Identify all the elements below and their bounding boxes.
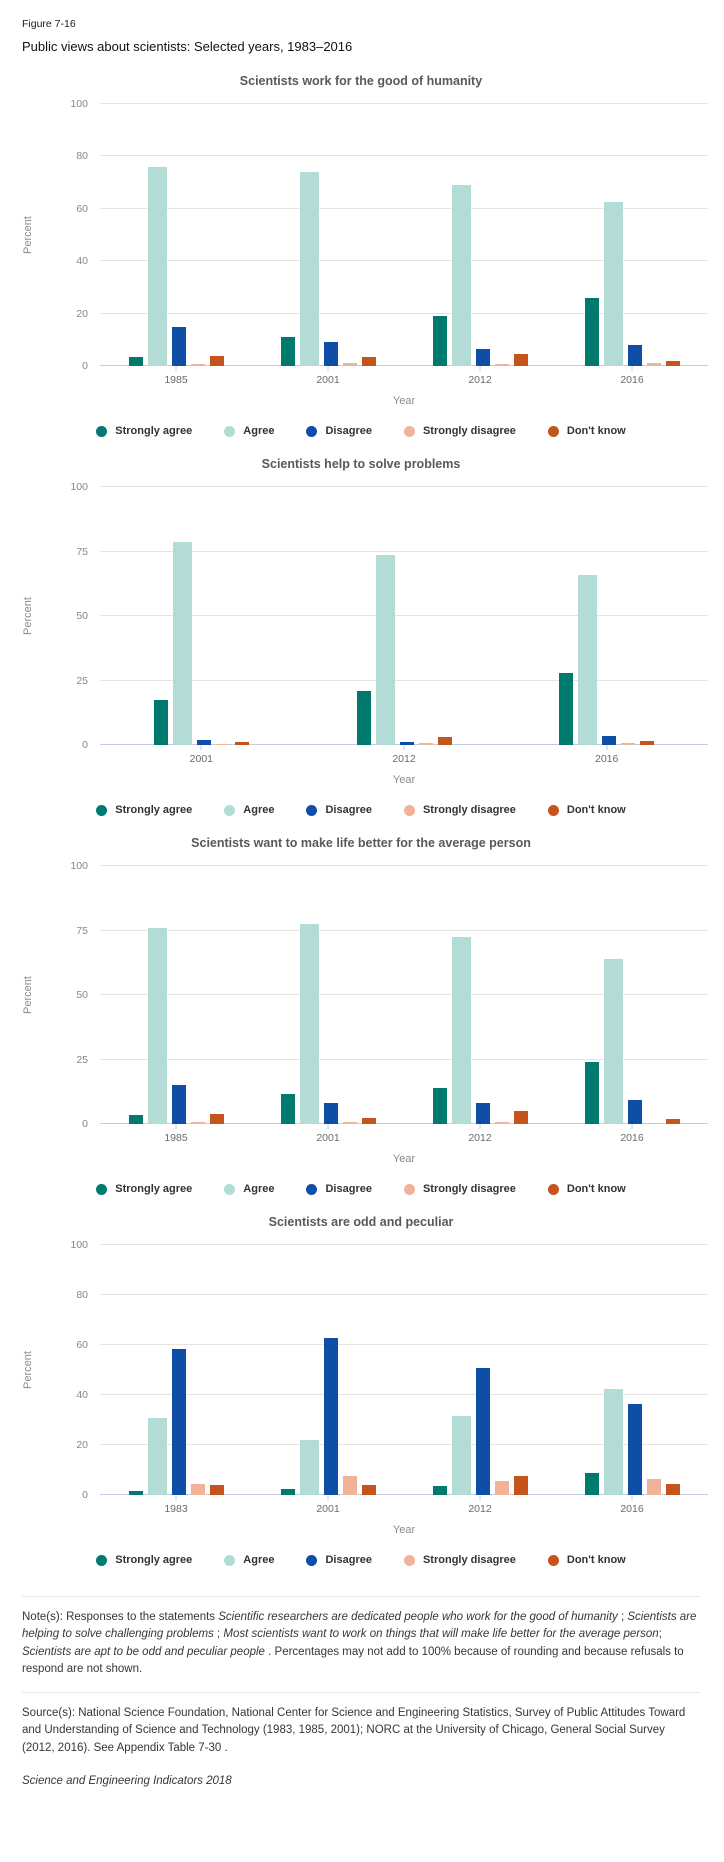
bar-strongly-agree-2016 bbox=[585, 1062, 599, 1124]
plot-row bbox=[22, 481, 700, 751]
note-plain: Note(s): Responses to the statements bbox=[22, 1611, 219, 1623]
bar-groups bbox=[100, 866, 708, 1124]
bar-group-2001 bbox=[252, 1245, 404, 1495]
bar-strongly-agree-2016 bbox=[559, 673, 573, 745]
plot-area bbox=[70, 1239, 708, 1501]
y-tick-label: 25 bbox=[76, 674, 88, 687]
note-plain: . Percentages may not add to 100% because of rounding and because refusals to respond are not shown. bbox=[22, 1645, 684, 1675]
bar-strongly-agree-2012 bbox=[357, 691, 371, 745]
x-tick-label: 2012 bbox=[468, 374, 492, 386]
legend-label: Agree bbox=[243, 804, 275, 816]
x-tick-label: 2001 bbox=[189, 753, 214, 765]
chart-life-better bbox=[22, 836, 700, 1195]
bar-strongly-agree-2001 bbox=[154, 700, 168, 745]
legend-item bbox=[224, 425, 274, 437]
bar-don-t-know-2012 bbox=[514, 1476, 528, 1495]
bar-disagree-2001 bbox=[197, 740, 211, 745]
x-tick-labels bbox=[100, 1503, 708, 1515]
y-axis-label: Percent bbox=[22, 976, 34, 1014]
legend-item bbox=[224, 1554, 274, 1566]
bar-disagree-2001 bbox=[324, 1103, 338, 1124]
x-tick-labels bbox=[100, 753, 708, 765]
bar-strongly-disagree-2001 bbox=[343, 1122, 357, 1124]
legend-item bbox=[404, 804, 516, 816]
bar-strongly-disagree-2012 bbox=[419, 743, 433, 745]
legend-swatch-icon bbox=[548, 426, 559, 437]
plot-area bbox=[70, 98, 708, 372]
legend-swatch-icon bbox=[404, 426, 415, 437]
legend-label: Don't know bbox=[566, 1183, 626, 1195]
bar-strongly-disagree-2001 bbox=[343, 363, 357, 366]
legend-label: Disagree bbox=[325, 1554, 372, 1566]
y-axis-label: Percent bbox=[22, 597, 34, 635]
legend-swatch-icon bbox=[224, 1184, 235, 1195]
bar-strongly-disagree-2001 bbox=[216, 744, 230, 746]
figure-number: Figure 7-16 bbox=[22, 18, 76, 30]
bar-disagree-2001 bbox=[324, 1338, 338, 1496]
y-tick-label: 20 bbox=[76, 307, 88, 320]
bar-disagree-1985 bbox=[172, 327, 186, 366]
bar-strongly-disagree-2016 bbox=[647, 1123, 661, 1125]
plot-row bbox=[22, 98, 700, 372]
legend-swatch-icon bbox=[224, 426, 235, 437]
bar-group-2001 bbox=[100, 487, 303, 745]
plot-row bbox=[22, 860, 700, 1130]
y-tick-label: 25 bbox=[76, 1053, 88, 1066]
legend-item bbox=[96, 804, 192, 816]
legend-item bbox=[224, 804, 274, 816]
x-tick bbox=[328, 366, 329, 371]
x-tick bbox=[606, 745, 607, 750]
bar-strongly-agree-2012 bbox=[433, 316, 447, 366]
bar-strongly-agree-2001 bbox=[281, 1094, 295, 1124]
bar-strongly-agree-2001 bbox=[281, 1489, 295, 1495]
legend-label: Strongly agree bbox=[115, 804, 193, 816]
bar-disagree-2001 bbox=[324, 342, 338, 366]
legend-label: Strongly agree bbox=[115, 1183, 193, 1195]
y-tick-label: 0 bbox=[82, 1118, 88, 1130]
bar-agree-2016 bbox=[604, 202, 623, 366]
bar-strongly-disagree-1985 bbox=[191, 364, 205, 366]
note-plain: ; bbox=[213, 1628, 224, 1641]
legend-swatch-icon bbox=[224, 1555, 235, 1566]
bar-strongly-agree-2016 bbox=[585, 298, 599, 366]
x-tick bbox=[480, 1495, 481, 1500]
x-tick bbox=[201, 745, 202, 750]
x-tick-label: 2012 bbox=[392, 753, 416, 765]
x-tick-label: 2016 bbox=[620, 1503, 644, 1515]
legend-label: Strongly agree bbox=[115, 425, 193, 437]
x-tick-label: 2016 bbox=[620, 1132, 644, 1144]
bar-strongly-disagree-2001 bbox=[343, 1476, 357, 1495]
legend-swatch-icon bbox=[96, 1555, 107, 1566]
legend-swatch-icon bbox=[96, 805, 107, 816]
bar-disagree-2016 bbox=[628, 1404, 642, 1495]
bar-agree-2001 bbox=[173, 542, 192, 745]
legend-item bbox=[306, 804, 371, 816]
bar-strongly-disagree-2016 bbox=[647, 1479, 661, 1495]
bar-strongly-agree-2012 bbox=[433, 1088, 447, 1124]
legend bbox=[22, 425, 700, 437]
legend-item bbox=[306, 425, 371, 437]
chart-title: Scientists help to solve problems bbox=[261, 457, 461, 471]
bar-group-2016 bbox=[556, 104, 708, 366]
legend-swatch-icon bbox=[404, 1555, 415, 1566]
bar-strongly-disagree-2012 bbox=[495, 1122, 509, 1124]
bar-don-t-know-2012 bbox=[438, 737, 452, 745]
x-tick-label: 1985 bbox=[164, 374, 188, 386]
bar-strongly-agree-1983 bbox=[129, 1491, 143, 1495]
bar-don-t-know-2012 bbox=[514, 1111, 528, 1124]
legend-swatch-icon bbox=[404, 805, 415, 816]
y-tick-label: 100 bbox=[70, 1239, 88, 1251]
y-tick-label: 60 bbox=[76, 202, 88, 215]
x-tick bbox=[632, 1495, 633, 1500]
x-axis-label: Year bbox=[392, 1524, 416, 1536]
bar-strongly-agree-2016 bbox=[585, 1473, 599, 1496]
legend-swatch-icon bbox=[404, 1184, 415, 1195]
x-tick-label: 2001 bbox=[316, 1503, 340, 1515]
bar-disagree-1985 bbox=[172, 1085, 186, 1124]
x-tick-labels bbox=[100, 374, 708, 386]
plot-area bbox=[70, 481, 708, 751]
legend-item bbox=[548, 804, 626, 816]
legend bbox=[22, 1183, 700, 1195]
chart-odd-peculiar bbox=[22, 1215, 700, 1566]
bar-don-t-know-1985 bbox=[210, 1114, 224, 1124]
x-tick bbox=[632, 1124, 633, 1129]
y-tick-label: 75 bbox=[76, 545, 88, 558]
chart-title: Scientists work for the good of humanity bbox=[239, 74, 483, 88]
legend-label: Agree bbox=[243, 1554, 275, 1566]
legend-label: Strongly disagree bbox=[422, 1554, 516, 1566]
chart-title: Scientists want to make life better for the average person bbox=[191, 836, 531, 850]
x-tick bbox=[480, 1124, 481, 1129]
legend-item bbox=[404, 1183, 516, 1195]
source-text bbox=[22, 1692, 700, 1757]
statement-italic: Most scientists want to work on things that will make life better for the average person bbox=[223, 1628, 659, 1641]
bar-disagree-2016 bbox=[602, 736, 616, 745]
legend-swatch-icon bbox=[224, 805, 235, 816]
x-tick-label: 2012 bbox=[468, 1503, 492, 1515]
x-tick bbox=[328, 1495, 329, 1500]
legend-item bbox=[96, 1183, 192, 1195]
legend-label: Strongly disagree bbox=[422, 1183, 516, 1195]
legend-label: Don't know bbox=[566, 804, 626, 816]
y-axis-label: Percent bbox=[22, 216, 34, 254]
legend-item bbox=[404, 425, 516, 437]
bar-agree-2012 bbox=[452, 1416, 471, 1495]
legend-swatch-icon bbox=[96, 426, 107, 437]
legend-swatch-icon bbox=[548, 1184, 559, 1195]
bar-agree-2016 bbox=[578, 575, 597, 745]
x-tick-label: 1985 bbox=[164, 1132, 188, 1144]
bar-agree-2001 bbox=[300, 1440, 319, 1495]
figure-title: Public views about scientists: Selected years, 1983–2016 bbox=[22, 39, 353, 54]
statement-italic: Scientists are helping to solve challenging problems bbox=[22, 1611, 697, 1641]
x-tick bbox=[404, 745, 405, 750]
legend-label: Don't know bbox=[566, 425, 626, 437]
y-tick-label: 40 bbox=[76, 255, 88, 268]
bar-agree-2012 bbox=[376, 555, 395, 745]
bar-strongly-disagree-2012 bbox=[495, 364, 509, 366]
bar-strongly-disagree-1985 bbox=[191, 1122, 205, 1124]
legend-swatch-icon bbox=[306, 1184, 317, 1195]
legend-swatch-icon bbox=[548, 1555, 559, 1566]
x-axis-label: Year bbox=[392, 774, 416, 786]
legend-label: Don't know bbox=[566, 1554, 626, 1566]
bar-don-t-know-2016 bbox=[666, 361, 680, 366]
note-plain: Source(s): National Science Foundation, National Center for Science and Engineering Statistics, Survey of Public Attitudes Toward and Understanding of Science and Technology (1983, 1985, 2001); NORC at the University of Chicago, General Social Survey (2012, 2016). See Appendix Table 7-30 . bbox=[22, 1707, 686, 1754]
legend-swatch-icon bbox=[306, 1555, 317, 1566]
bar-disagree-2016 bbox=[628, 345, 642, 366]
bar-group-1985 bbox=[100, 104, 252, 366]
bar-don-t-know-1985 bbox=[210, 356, 224, 366]
bar-don-t-know-2016 bbox=[640, 741, 654, 745]
y-axis-label: Percent bbox=[22, 1351, 34, 1389]
y-tick-label: 0 bbox=[82, 360, 88, 372]
legend-label: Disagree bbox=[325, 425, 372, 437]
x-tick-label: 2001 bbox=[316, 374, 340, 386]
bar-disagree-1983 bbox=[172, 1349, 186, 1495]
x-tick-label: 2016 bbox=[620, 374, 644, 386]
x-tick bbox=[480, 366, 481, 371]
bar-strongly-agree-2001 bbox=[281, 337, 295, 366]
y-tick-label: 0 bbox=[82, 739, 88, 751]
bar-don-t-know-2001 bbox=[362, 1118, 376, 1124]
bar-group-2016 bbox=[505, 487, 708, 745]
chart-solve-problems bbox=[22, 457, 700, 816]
bar-disagree-2012 bbox=[400, 742, 414, 745]
x-tick-labels bbox=[100, 1132, 708, 1144]
legend-item bbox=[548, 1183, 626, 1195]
bar-strongly-agree-1985 bbox=[129, 1115, 143, 1124]
bar-disagree-2012 bbox=[476, 349, 490, 366]
y-tick-label: 75 bbox=[76, 924, 88, 937]
chart-good-of-humanity bbox=[22, 74, 700, 437]
bar-agree-2016 bbox=[604, 959, 623, 1124]
bar-groups bbox=[100, 487, 708, 745]
bar-agree-2012 bbox=[452, 185, 471, 366]
y-tick-label: 100 bbox=[70, 481, 88, 493]
legend-item bbox=[548, 1554, 626, 1566]
x-tick-label: 2016 bbox=[595, 753, 619, 765]
legend-swatch-icon bbox=[306, 426, 317, 437]
legend-swatch-icon bbox=[306, 805, 317, 816]
bar-don-t-know-2012 bbox=[514, 354, 528, 366]
bar-group-2012 bbox=[404, 866, 556, 1124]
bar-agree-2012 bbox=[452, 937, 471, 1124]
y-tick-label: 20 bbox=[76, 1439, 88, 1451]
bar-group-1983 bbox=[100, 1245, 252, 1495]
legend-label: Strongly disagree bbox=[422, 425, 516, 437]
bar-agree-1983 bbox=[148, 1418, 167, 1496]
bar-disagree-2012 bbox=[476, 1368, 490, 1496]
legend-label: Agree bbox=[243, 1183, 275, 1195]
bar-don-t-know-1983 bbox=[210, 1485, 224, 1495]
bar-agree-1985 bbox=[148, 167, 167, 366]
bar-strongly-disagree-1983 bbox=[191, 1484, 205, 1495]
bar-agree-2001 bbox=[300, 924, 319, 1124]
bar-don-t-know-2001 bbox=[362, 1485, 376, 1495]
legend-label: Strongly agree bbox=[115, 1554, 193, 1566]
x-axis-label: Year bbox=[392, 395, 416, 407]
legend-item bbox=[224, 1183, 274, 1195]
note-plain: ; bbox=[617, 1611, 628, 1623]
bar-don-t-know-2016 bbox=[666, 1484, 680, 1495]
plot-row bbox=[22, 1239, 700, 1501]
y-tick-label: 50 bbox=[76, 610, 88, 622]
bar-group-2016 bbox=[556, 1245, 708, 1495]
x-tick-label: 2001 bbox=[316, 1132, 340, 1144]
y-tick-label: 50 bbox=[76, 989, 88, 1001]
bar-don-t-know-2001 bbox=[235, 742, 249, 745]
y-tick-label: 0 bbox=[82, 1489, 88, 1501]
bar-strongly-disagree-2016 bbox=[621, 743, 635, 745]
bar-group-2001 bbox=[252, 104, 404, 366]
footer-text: Science and Engineering Indicators 2018 bbox=[22, 1774, 232, 1787]
bar-groups bbox=[100, 1245, 708, 1495]
legend-item bbox=[306, 1183, 371, 1195]
legend bbox=[22, 804, 700, 816]
legend-item bbox=[548, 425, 626, 437]
x-tick-label: 2012 bbox=[468, 1132, 492, 1144]
legend-label: Strongly disagree bbox=[422, 804, 516, 816]
bar-agree-1985 bbox=[148, 928, 167, 1124]
bar-group-2012 bbox=[303, 487, 506, 745]
y-tick-label: 40 bbox=[76, 1389, 88, 1401]
bar-don-t-know-2016 bbox=[666, 1119, 680, 1124]
chart-title: Scientists are odd and peculiar bbox=[268, 1215, 454, 1229]
bar-group-1985 bbox=[100, 866, 252, 1124]
bar-strongly-disagree-2012 bbox=[495, 1481, 509, 1495]
bar-strongly-agree-1985 bbox=[129, 357, 143, 366]
legend-label: Disagree bbox=[325, 1183, 372, 1195]
x-tick bbox=[632, 366, 633, 371]
bar-agree-2016 bbox=[604, 1389, 623, 1495]
bar-group-2012 bbox=[404, 104, 556, 366]
x-axis-label: Year bbox=[392, 1153, 416, 1165]
bar-strongly-agree-2012 bbox=[433, 1486, 447, 1495]
legend-item bbox=[306, 1554, 371, 1566]
legend-swatch-icon bbox=[548, 805, 559, 816]
legend-item bbox=[404, 1554, 516, 1566]
legend-label: Agree bbox=[243, 425, 275, 437]
x-tick bbox=[176, 1124, 177, 1129]
x-tick bbox=[328, 1124, 329, 1129]
bar-group-2001 bbox=[252, 866, 404, 1124]
y-tick-label: 100 bbox=[70, 860, 88, 872]
legend-item bbox=[96, 425, 192, 437]
bar-group-2016 bbox=[556, 866, 708, 1124]
bar-strongly-disagree-2016 bbox=[647, 363, 661, 366]
y-tick-label: 80 bbox=[76, 150, 88, 163]
bar-agree-2001 bbox=[300, 172, 319, 366]
legend bbox=[22, 1554, 700, 1566]
legend-item bbox=[96, 1554, 192, 1566]
bar-don-t-know-2001 bbox=[362, 357, 376, 366]
bar-groups bbox=[100, 104, 708, 366]
x-tick bbox=[176, 1495, 177, 1500]
statement-italic: Scientists are apt to be odd and peculiar people bbox=[22, 1645, 265, 1658]
y-tick-label: 100 bbox=[70, 98, 88, 110]
bar-disagree-2012 bbox=[476, 1103, 490, 1124]
x-tick bbox=[176, 366, 177, 371]
y-tick-label: 80 bbox=[76, 1289, 88, 1301]
legend-label: Disagree bbox=[325, 804, 372, 816]
x-tick-label: 1983 bbox=[164, 1503, 188, 1515]
statement-italic: Scientific researchers are dedicated people who work for the good of humanity bbox=[218, 1611, 618, 1623]
plot-area bbox=[70, 860, 708, 1130]
note-plain: ; bbox=[658, 1628, 662, 1641]
bar-group-2012 bbox=[404, 1245, 556, 1495]
y-tick-label: 60 bbox=[76, 1339, 88, 1351]
legend-swatch-icon bbox=[96, 1184, 107, 1195]
notes-text bbox=[22, 1596, 700, 1678]
bar-disagree-2016 bbox=[628, 1100, 642, 1125]
